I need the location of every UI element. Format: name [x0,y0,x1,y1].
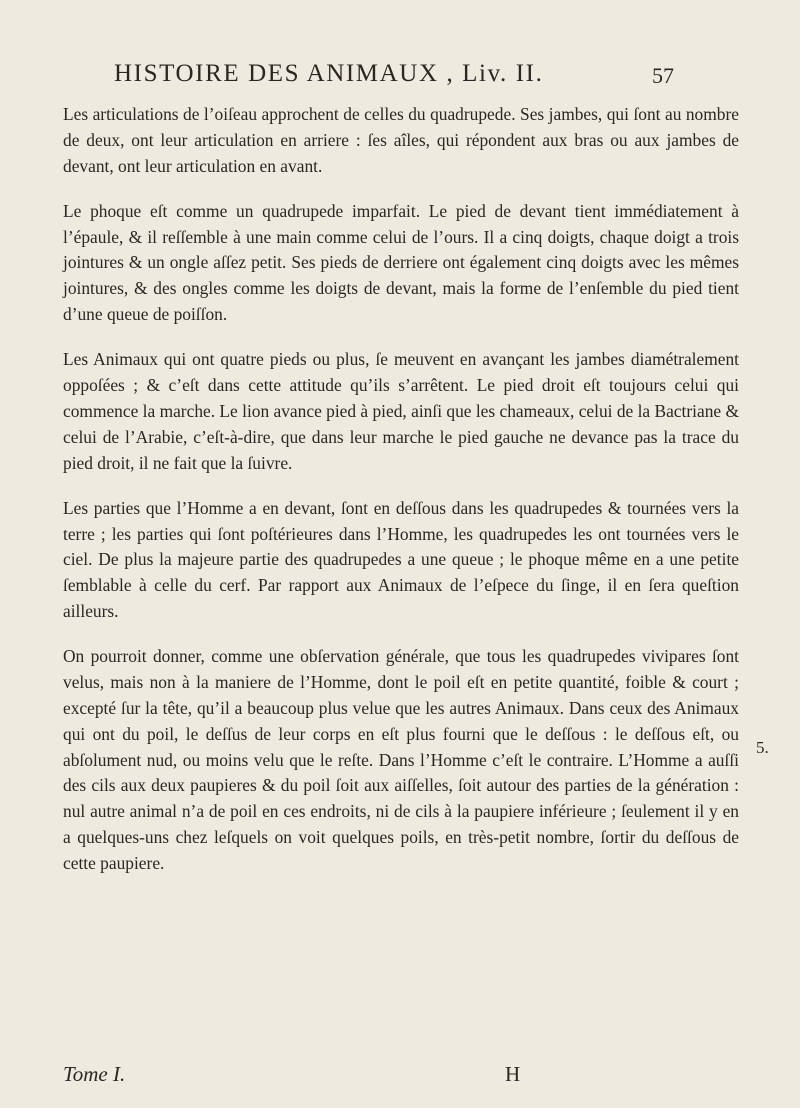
paragraph-3: Les Animaux qui ont quatre pieds ou plus, ſe meuvent en avançant les jambes diamétralement oppoſées ; & c’eſt dans cette attitude qu’ils s’arrêtent. Le pied droit eſt toujours celui qui commence la marche. Le lion avance pied à pied, ainſi que les chameaux, celui de la Bactriane & celui de l’Arabie, c’eſt-à-dire, que dans leur marche le pied gauche ne devance pas la trace du pied droit, il ne fait que la ſuivre. [63,349,739,473]
running-head [114,60,674,94]
signature-mark: H [505,1062,521,1086]
page-number: 57 [652,63,674,88]
paragraph-1: Les articulations de l’oiſeau approchent de celles du quadrupede. Ses jambes, qui ſont au nombre de deux, ont leur articulation en arriere : ſes aîles, qui répondent aux bras ou aux jambes de devant, ont leur articulation en avant. [63,104,739,176]
body-text [63,102,739,896]
volume-label: Tome I. [63,1062,126,1086]
paragraph-2: Le phoque eſt comme un quadrupede imparfait. Le pied de devant tient immédiatement à l’épaule, & il reſſemble à une main comme celui de l’ours. Il a cinq doigts, chaque doigt a trois jointures & un ongle aſſez petit. Ses pieds de derriere ont également cinq doigts avec les mêmes jointures, & des ongles comme les doigts de devant, mais la forme de l’enſemble du pied tient d’une queue de poiſſon. [63,200,739,325]
margin-note: 5. [756,738,769,757]
page-footer [63,1062,739,1092]
running-title: HISTOIRE DES ANIMAUX , Liv. II. [114,60,544,87]
paragraph-4: Les parties que l’Homme a en devant, ſont en deſſous dans les quadrupedes & tournées vers la terre ; les parties qui ſont poſtérieures dans l’Homme, les quadrupedes les ont tournées vers le ciel. De plus la majeure partie des quadrupedes a une queue ; le phoque même en a une petite ſemblable à celle du cerf. Par rapport aux Animaux de l’eſpece du ſinge, il en ſera queſtion ailleurs. [63,497,739,622]
paragraph-5: On pourroit donner, comme une obſervation générale, que tous les quadrupedes vivipares ſont velus, mais non à la maniere de l’Homme, dont le poil eſt en petite quantité, foible & court ; excepté ſur la tête, qu’il a beaucoup plus velue que les autres Animaux. Dans ceux des Animaux qui ont du poil, le deſſus de leur corps en eſt plus fourni que le deſſous : le deſſous eſt, ou abſolument nud, ou moins velu que le reſte. Dans l’Homme c’eſt le contraire. L’Homme a auſſi des cils aux deux paupieres & du poil ſoit aux aiſſelles, ſoit autour des parties de la génération : nul autre animal n’a de poil en ces endroits, ni de cils à la paupiere inférieure ; ſeulement il y en a quelques-uns chez leſquels on voit quelques poils, en très-petit nombre, ſortir du deſſous de cette paupiere. [63,646,739,873]
